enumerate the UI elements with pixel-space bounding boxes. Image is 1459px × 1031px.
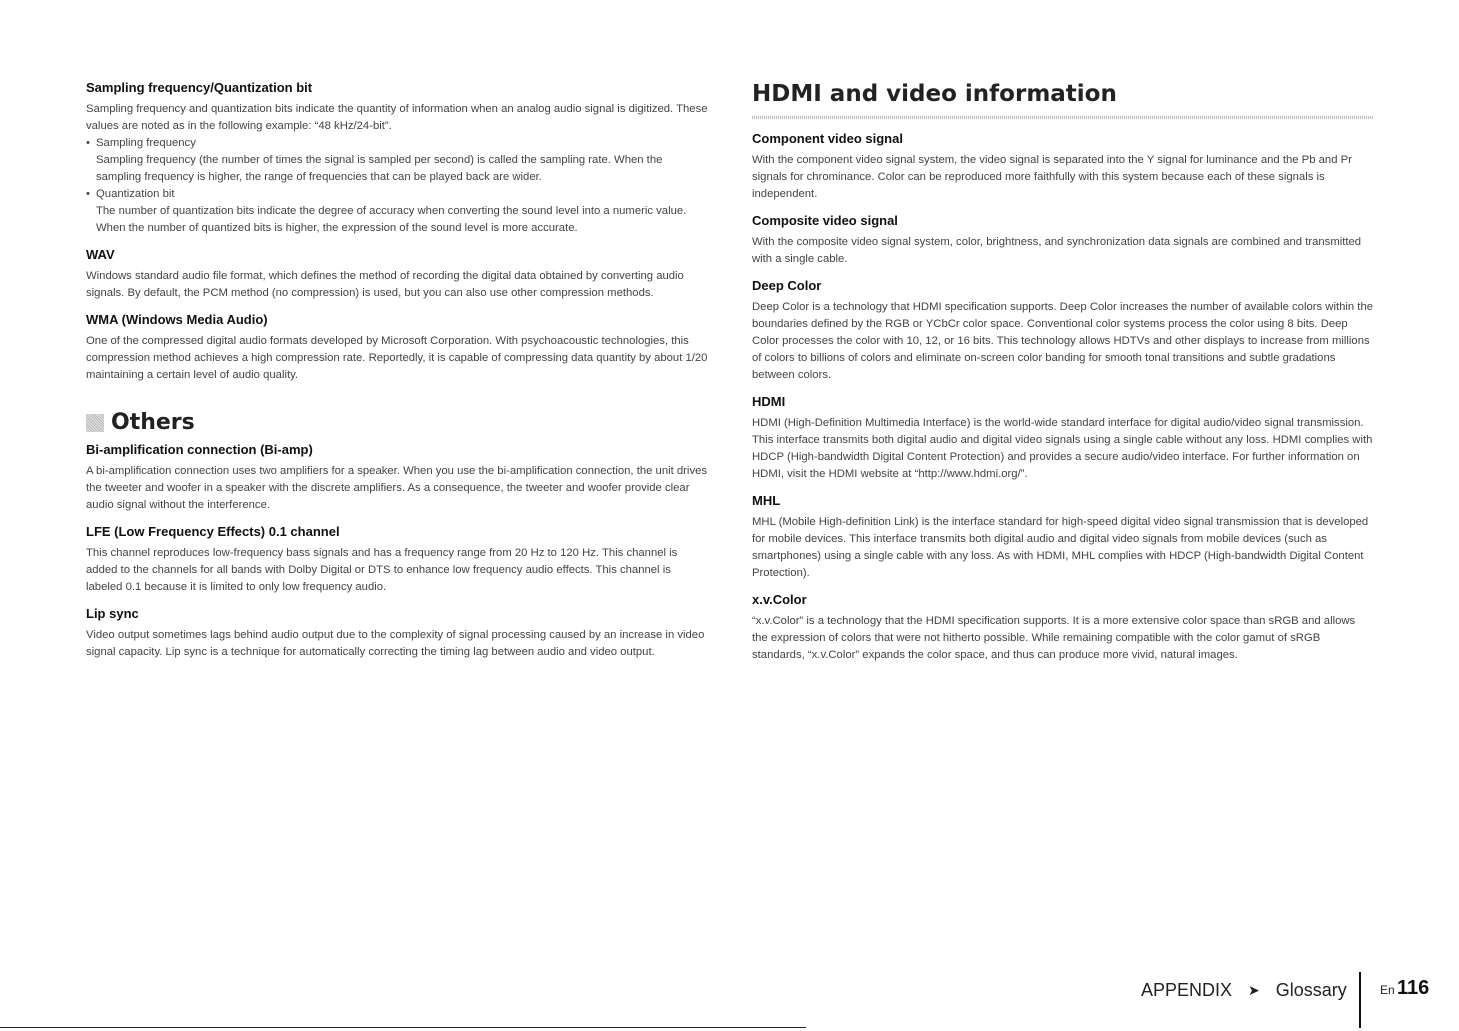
- arrow-right-icon: ➤: [1248, 981, 1260, 998]
- def-component: With the component video signal system, the video signal is separated into the Y signal for luminance and the Pb and Pr signals for chrominance. Color can be reproduced more faithfully with this system because each of these signals is independent.: [752, 154, 1352, 200]
- term-mhl: MHL: [752, 493, 781, 508]
- term-sampling: Sampling frequency/Quantization bit: [86, 80, 313, 95]
- bullet-sampling-frequency: [86, 135, 708, 152]
- def-deepcolor: Deep Color is a technology that HDMI specification supports. Deep Color increases the number of available colors within the boundaries defined by the RGB or YCbCr color space. Conventional color systems process the color using 8 bits. Deep Color processes the color with 10, 12, or 16 bits. This technology allows HDTVs and other displays to increase from millions of colors to billions of colors and eliminate on-screen color banding for smooth tonal transitions and subtle gradations between colors.: [752, 301, 1374, 381]
- section-title: HDMI and video information: [752, 81, 1117, 107]
- bullet-dot-icon: •: [86, 137, 90, 149]
- section-divider: [752, 116, 1374, 119]
- footer-breadcrumb: [1141, 978, 1347, 1002]
- others-heading: [86, 410, 708, 436]
- term-hdmi: HDMI: [752, 394, 786, 409]
- bullet-dot-icon: •: [86, 188, 90, 200]
- def-lipsync: Video output sometimes lags behind audio output due to the complexity of signal processing caused by an increase in video signal capacity. Lip sync is a technique for automatically correcting the timing lag between audio and video output.: [86, 629, 705, 658]
- term-biamp: Bi-amplification connection (Bi-amp): [86, 442, 313, 457]
- term-deepcolor: Deep Color: [752, 278, 822, 293]
- page-number: 116: [1397, 977, 1430, 999]
- language-label: En: [1380, 983, 1395, 997]
- def-biamp: A bi-amplification connection uses two amplifiers for a speaker. When you use the bi-amplification connection, the unit drives the tweeter and woofer in a speaker with the discrete amplifiers. As a consequence, the tweeter and woofer provide clear audio signal without the interference.: [86, 465, 708, 511]
- breadcrumb-appendix-link[interactable]: APPENDIX: [1141, 979, 1233, 1000]
- bullet-title: Sampling frequency: [96, 137, 196, 149]
- section-marker-icon: [86, 414, 104, 432]
- breadcrumb-glossary-link[interactable]: Glossary: [1275, 979, 1347, 1000]
- term-wma: WMA (Windows Media Audio): [86, 312, 268, 327]
- bullet-text: The number of quantization bits indicate the degree of accuracy when converting the sound level into a numeric value. When the number of quantized bits is higher, the expression of the sound level is more accurate.: [96, 205, 687, 234]
- term-lfe: LFE (Low Frequency Effects) 0.1 channel: [86, 524, 340, 539]
- def-mhl: MHL (Mobile High-definition Link) is the interface standard for high-speed digital video signal transmission that is developed for mobile devices. This interface transmits both digital audio and digital video signals from mobile devices (such as smartphones) using a single cable with any loss. As with HDMI, MHL complies with HDCP (High-bandwidth Digital Content Protection).: [752, 516, 1369, 579]
- footer-divider: [1359, 972, 1361, 1028]
- right-column: [752, 80, 1374, 674]
- def-wma: One of the compressed digital audio formats developed by Microsoft Corporation. With psychoacoustic technologies, this compression method achieves a high compression rate. Reportedly, it is capable of compressing data quantity by about 1/20 maintaining a certain level of audio quality.: [86, 335, 708, 381]
- bullet-title: Quantization bit: [96, 188, 175, 200]
- term-lipsync: Lip sync: [86, 606, 139, 621]
- bullet-text: Sampling frequency (the number of times the signal is sampled per second) is called the sampling rate. When the sampling frequency is higher, the range of frequencies that can be played back are wider.: [96, 154, 663, 183]
- term-component: Component video signal: [752, 131, 903, 146]
- others-title: Others: [111, 410, 195, 435]
- def-sampling: Sampling frequency and quantization bits indicate the quantity of information when an analog audio signal is digitized. These values are noted as in the following example: “48 kHz/24-bit”.: [86, 103, 708, 132]
- def-lfe: This channel reproduces low-frequency bass signals and has a frequency range from 20 Hz to 120 Hz. This channel is added to the channels for all bands with Dolby Digital or DTS to enhance low frequency audio effects. This channel is labeled 0.1 because it is limited to only low frequency audio.: [86, 547, 678, 593]
- term-composite: Composite video signal: [752, 213, 898, 228]
- bottom-rule: [0, 1027, 806, 1028]
- def-hdmi: HDMI (High-Definition Multimedia Interface) is the world-wide standard interface for digital audio/video signal transmission. This interface transmits both digital audio and digital video signals using a single cable without any loss. HDMI complies with HDCP (High-bandwidth Digital Content Protection) and provides a secure audio/video interface. For further information on HDMI, visit the HDMI website at “http://www.hdmi.org/”.: [752, 417, 1373, 480]
- term-xvcolor: x.v.Color: [752, 592, 807, 607]
- def-wav: Windows standard audio file format, which defines the method of recording the digital data obtained by converting audio signals. By default, the PCM method (no compression) is used, but you can also use other compression methods.: [86, 270, 684, 299]
- left-column: [86, 80, 708, 671]
- bullet-quantization-bit: [86, 186, 708, 203]
- def-xvcolor: “x.v.Color” is a technology that the HDMI specification supports. It is a more extensive color space than sRGB and allows the expression of colors that were not hitherto possible. While remaining compatible with the color gamut of sRGB standards, “x.v.Color” expands the color space, and thus can produce more vivid, natural images.: [752, 615, 1356, 661]
- def-composite: With the composite video signal system, color, brightness, and synchronization data signals are combined and transmitted with a single cable.: [752, 236, 1362, 265]
- term-wav: WAV: [86, 247, 115, 262]
